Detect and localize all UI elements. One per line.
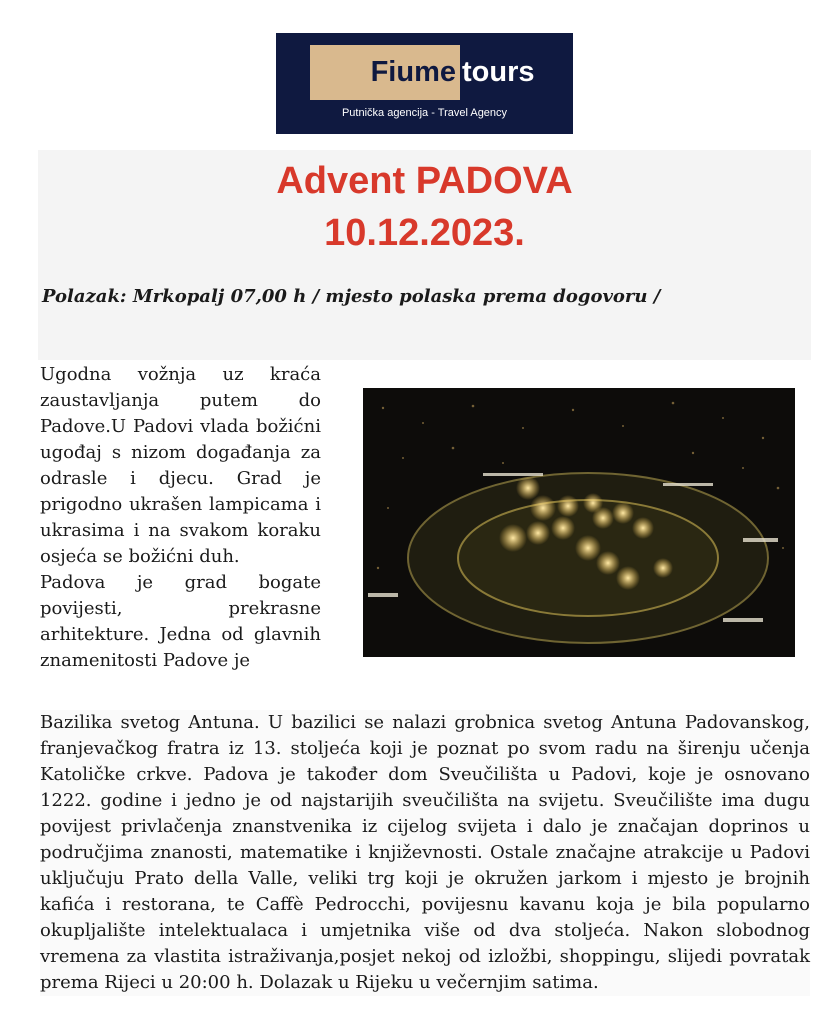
agency-logo <box>276 33 573 134</box>
logo-brand-part2: tours <box>462 56 535 88</box>
padova-night-photo <box>363 388 795 657</box>
photo-illustration <box>363 388 795 657</box>
departure-info: Polazak: Mrkopalj 07,00 h / mjesto polaska prema dogovoru / <box>42 286 661 307</box>
intro-text-column <box>40 362 321 674</box>
event-date: 10.12.2023. <box>324 212 525 254</box>
page-title: Advent PADOVA <box>276 160 573 202</box>
logo-brand-part1: Fiume <box>310 45 460 100</box>
main-text-block <box>40 710 810 996</box>
history-paragraph-continued: Bazilika svetog Antuna. U bazilici se nalazi grobnica svetog Antuna Padovanskog, franjevačkog fratra iz 13. stoljeća koji je poznat po svom radu na širenju učenja Katoličke crkve. Padova je također dom Sveučilišta u Padovi, koje je osnovano 1222. godine i jedno je od najstarijih sveučilišta na svijetu. Sveučilište ima dugu povijest privlačenja znanstvenika iz cijelog svijeta i dalo je značajan doprinos u područjima znanosti, matematike i književnosti. Ostale značajne atrakcije u Padovi uključuju Prato della Valle, veliki trg koji je okružen jarkom i mjesto je brojnih kafića i restorana, te Caffè Pedrocchi, povijesnu kavanu koja je bila popularno okupljalište intelektualaca i umjetnika više od dva stoljeća. Nakon slobodnog vremena za vlastita istraživanja,posjet nekoj od izložbi, shoppingu, slijedi povratak prema Rijeci u 20:00 h. Dolazak u Rijeku u večernjim satima. <box>40 712 810 993</box>
intro-paragraph: Ugodna vožnja uz kraća zaustavljanja putem do Padove.U Padovi vlada božićni ugođaj s nizom događanja za odrasle i djecu. Grad je prigodno ukrašen lampicama i ukrasima i na svakom koraku osjeća se božićni duh. <box>40 364 321 567</box>
logo-tagline: Putnička agencija - Travel Agency <box>341 107 508 119</box>
history-paragraph-start: Padova je grad bogate povijesti, prekrasne arhitekture. Jedna od glavnih znamenitosti Padove je <box>40 572 321 671</box>
